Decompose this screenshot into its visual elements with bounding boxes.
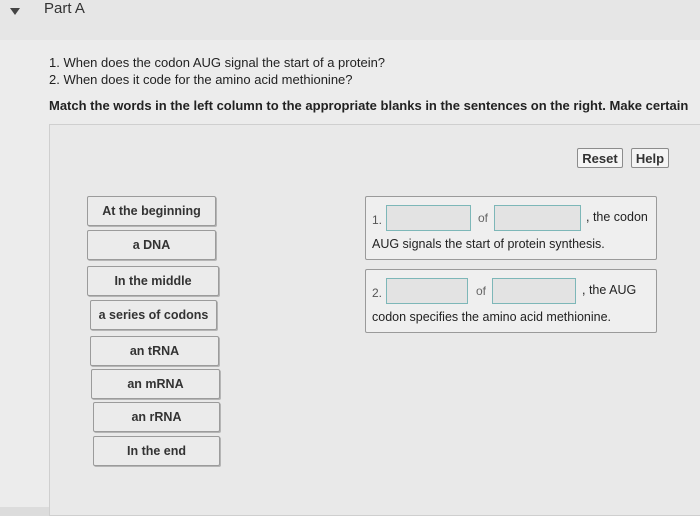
blank-1b[interactable] bbox=[494, 205, 581, 231]
sentence-2 bbox=[365, 269, 657, 333]
answer-tile-a-series-of-codons[interactable]: a series of codons bbox=[90, 300, 217, 330]
blank-2b[interactable] bbox=[492, 278, 576, 304]
sentence-tail: , the AUG bbox=[582, 283, 637, 297]
reset-button[interactable]: Reset bbox=[577, 148, 623, 168]
answer-tile-an-trna[interactable]: an tRNA bbox=[90, 336, 219, 366]
part-header[interactable] bbox=[0, 0, 700, 40]
connector-text: of bbox=[478, 211, 489, 225]
sentence-tail: , the codon bbox=[586, 210, 648, 224]
connector-text: of bbox=[476, 284, 487, 298]
answer-tile-at-the-beginning[interactable]: At the beginning bbox=[87, 196, 216, 226]
sentence-number: 2. bbox=[372, 286, 383, 300]
answer-tile-in-the-end[interactable]: In the end bbox=[93, 436, 220, 466]
instruction-text: Match the words in the left column to the appropriate blanks in the sentences on the right. Make certain bbox=[49, 98, 689, 113]
part-title: Part A bbox=[44, 0, 85, 17]
answer-tile-a-dna[interactable]: a DNA bbox=[87, 230, 216, 260]
blank-2a[interactable] bbox=[386, 278, 468, 304]
sentence-second-line: codon specifies the amino acid methionine. bbox=[372, 310, 612, 324]
sentence-second-line: AUG signals the start of protein synthesis. bbox=[372, 237, 605, 251]
sentence-number: 1. bbox=[372, 213, 383, 227]
question-1: 1. When does the codon AUG signal the start of a protein? bbox=[49, 55, 386, 70]
help-button[interactable]: Help bbox=[631, 148, 669, 168]
answer-tile-in-the-middle[interactable]: In the middle bbox=[87, 266, 219, 296]
question-content bbox=[0, 40, 700, 507]
answer-tile-an-rrna[interactable]: an rRNA bbox=[93, 402, 220, 432]
blank-1a[interactable] bbox=[386, 205, 471, 231]
sentence-1 bbox=[365, 196, 657, 260]
question-2: 2. When does it code for the amino acid methionine? bbox=[49, 72, 353, 87]
collapse-arrow-icon[interactable] bbox=[10, 8, 20, 15]
answer-tile-an-mrna[interactable]: an mRNA bbox=[91, 369, 220, 399]
